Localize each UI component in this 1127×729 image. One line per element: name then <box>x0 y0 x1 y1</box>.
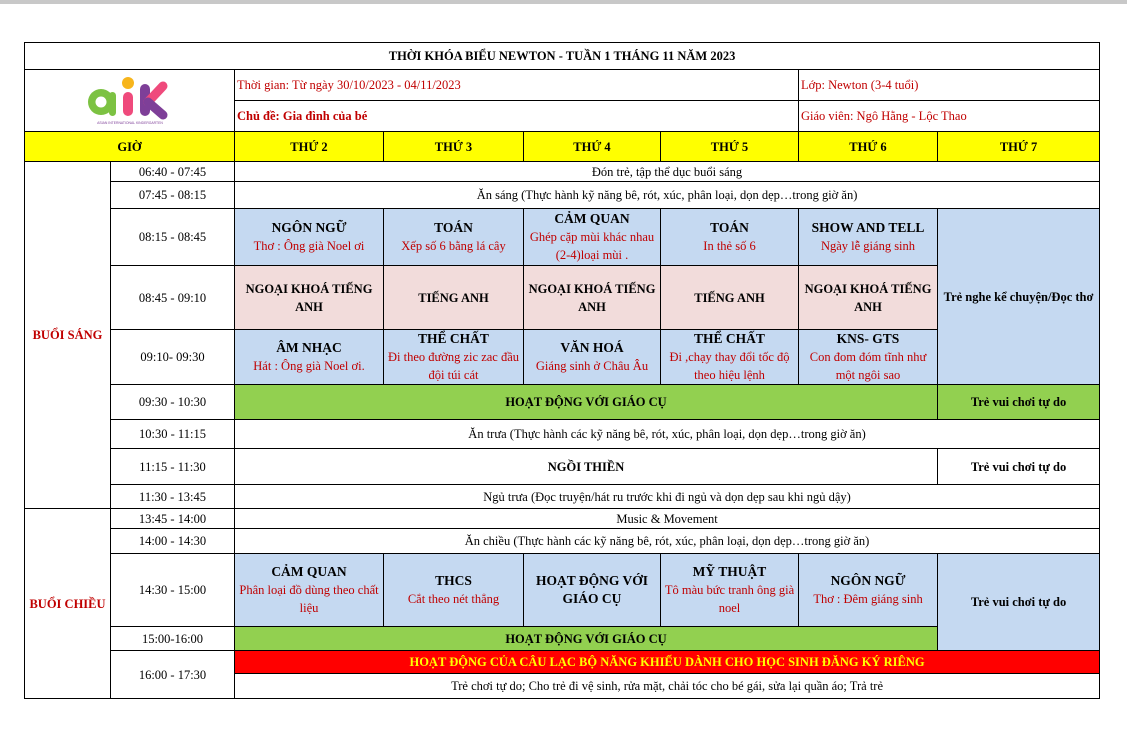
header-tuesday: THỨ 3 <box>384 132 524 162</box>
header-monday: THỨ 2 <box>235 132 384 162</box>
activity-title: KNS- GTS <box>836 331 900 346</box>
activity-title: THỂ CHẤT <box>418 331 489 346</box>
activity-desc: Ngày lễ giáng sinh <box>820 239 916 253</box>
saturday-free-play: Trẻ vui chơi tự do <box>938 449 1100 485</box>
activity-desc: Đi theo đường zic zac đầu đội túi cát <box>387 350 520 382</box>
activity-english: NGOẠI KHOÁ TIẾNG ANH <box>524 266 661 330</box>
activity-desc: Hát : Ông già Noel ơi. <box>253 359 365 373</box>
activity-montessori: HOẠT ĐỘNG VỚI GIÁO CỤ <box>235 385 938 420</box>
time-slot: 06:40 - 07:45 <box>111 162 235 182</box>
logo-subtitle: ASIAN INTERNATIONAL KINDERGARTEN <box>96 120 163 125</box>
activity-desc: Xếp số 6 bằng lá cây <box>401 239 506 253</box>
activity-title: CẢM QUAN <box>554 211 630 226</box>
activity-desc: Con đom đóm tĩnh như một ngôi sao <box>809 350 927 382</box>
activity-desc: In thẻ số 6 <box>703 239 756 253</box>
activity-english: TIẾNG ANH <box>661 266 799 330</box>
time-slot: 16:00 - 17:30 <box>111 651 235 699</box>
time-slot: 11:15 - 11:30 <box>111 449 235 485</box>
activity-welcome: Đón trẻ, tập thể dục buổi sáng <box>235 162 1100 182</box>
activity-meditation: NGỒI THIỀN <box>235 449 938 485</box>
activity-title: NGÔN NGỮ <box>830 573 906 588</box>
activity-pickup: Trẻ chơi tự do; Cho trẻ đi vệ sinh, rửa mặt, chải tóc cho bé gái, sửa lại quần áo; Trả trẻ <box>235 674 1100 699</box>
activity-title: THỂ CHẤT <box>694 331 765 346</box>
activity-cell <box>235 330 384 385</box>
activity-cell <box>384 330 524 385</box>
header-friday: THỨ 6 <box>799 132 938 162</box>
activity-title: THCS <box>435 573 472 588</box>
activity-music-movement: Music & Movement <box>235 509 1100 529</box>
logo-icon <box>87 72 173 130</box>
school-logo <box>27 72 232 130</box>
time-slot: 14:00 - 14:30 <box>111 529 235 554</box>
activity-cell <box>235 554 384 627</box>
activity-cell <box>235 209 384 266</box>
activity-cell <box>799 209 938 266</box>
activity-title: SHOW AND TELL <box>811 220 925 235</box>
time-slot: 09:10- 09:30 <box>111 330 235 385</box>
header-wednesday: THỨ 4 <box>524 132 661 162</box>
activity-title: CẢM QUAN <box>271 564 347 579</box>
activity-title: NGÔN NGỮ <box>271 220 347 235</box>
time-slot: 11:30 - 13:45 <box>111 485 235 509</box>
activity-title: HOẠT ĐỘNG VỚI GIÁO CỤ <box>535 573 649 606</box>
info-time: Thời gian: Từ ngày 30/10/2023 - 04/11/2023 <box>235 70 799 101</box>
time-slot: 14:30 - 15:00 <box>111 554 235 627</box>
activity-english: TIẾNG ANH <box>384 266 524 330</box>
activity-title: VĂN HOÁ <box>560 340 624 355</box>
top-bar <box>0 0 1127 4</box>
saturday-storytime: Trẻ nghe kể chuyện/Đọc thơ <box>938 209 1100 385</box>
activity-cell <box>799 554 938 627</box>
activity-desc: Phân loại đồ dùng theo chất liệu <box>239 583 379 615</box>
time-slot: 09:30 - 10:30 <box>111 385 235 420</box>
info-teacher: Giáo viên: Ngô Hằng - Lộc Thao <box>799 101 1100 132</box>
activity-montessori: HOẠT ĐỘNG VỚI GIÁO CỤ <box>235 627 938 651</box>
activity-lunch: Ăn trưa (Thực hành các kỹ năng bê, rót, xúc, phân loại, dọn dẹp…trong giờ ăn) <box>235 420 1100 449</box>
activity-english: NGOẠI KHOÁ TIẾNG ANH <box>799 266 938 330</box>
info-topic: Chủ đề: Gia đình của bé <box>235 101 799 132</box>
activity-cell <box>524 330 661 385</box>
logo-cell <box>25 70 235 132</box>
session-afternoon: BUỔI CHIỀU <box>25 509 111 699</box>
time-slot: 08:45 - 09:10 <box>111 266 235 330</box>
activity-desc: Tô màu bức tranh ông già noel <box>664 583 795 615</box>
timetable <box>24 42 1100 699</box>
timetable-title: THỜI KHÓA BIỂU NEWTON - TUẦN 1 THÁNG 11 NĂM 2023 <box>25 43 1100 70</box>
saturday-free-play: Trẻ vui chơi tự do <box>938 385 1100 420</box>
activity-cell <box>384 554 524 627</box>
saturday-free-play: Trẻ vui chơi tự do <box>938 554 1100 651</box>
activity-cell <box>799 330 938 385</box>
activity-cell <box>661 330 799 385</box>
activity-nap: Ngủ trưa (Đọc truyện/hát ru trước khi đi ngủ và dọn dẹp sau khi ngủ dậy) <box>235 485 1100 509</box>
header-thursday: THỨ 5 <box>661 132 799 162</box>
header-saturday: THỨ 7 <box>938 132 1100 162</box>
activity-cell <box>661 554 799 627</box>
info-class: Lớp: Newton (3-4 tuổi) <box>799 70 1100 101</box>
time-slot: 13:45 - 14:00 <box>111 509 235 529</box>
session-morning: BUỔI SÁNG <box>25 162 111 509</box>
activity-desc: Ghép cặp mùi khác nhau (2-4)loại mùi . <box>529 230 655 262</box>
activity-title: ÂM NHẠC <box>276 340 342 355</box>
activity-desc: Thơ : Ông già Noel ơi <box>253 239 365 253</box>
activity-desc: Giáng sinh ở Châu Âu <box>535 359 649 373</box>
activity-english: NGOẠI KHOÁ TIẾNG ANH <box>235 266 384 330</box>
activity-cell <box>384 209 524 266</box>
header-time: GIỜ <box>25 132 235 162</box>
activity-cell <box>524 554 661 627</box>
activity-cell <box>524 209 661 266</box>
activity-title: TOÁN <box>710 220 749 235</box>
activity-cell <box>661 209 799 266</box>
activity-desc: Đi ,chạy thay đổi tốc độ theo hiệu lệnh <box>669 350 790 382</box>
time-slot: 15:00-16:00 <box>111 627 235 651</box>
activity-title: MỸ THUẬT <box>692 564 767 579</box>
activity-title: TOÁN <box>434 220 473 235</box>
time-slot: 07:45 - 08:15 <box>111 182 235 209</box>
time-slot: 10:30 - 11:15 <box>111 420 235 449</box>
activity-snack: Ăn chiều (Thực hành các kỹ năng bê, rót, xúc, phân loại, dọn dẹp…trong giờ ăn) <box>235 529 1100 554</box>
activity-desc: Thơ : Đêm giáng sinh <box>813 592 923 606</box>
activity-talent-club: HOẠT ĐỘNG CỦA CÂU LẠC BỘ NĂNG KHIẾU DÀNH CHO HỌC SINH ĐĂNG KÝ RIÊNG <box>235 651 1100 674</box>
activity-desc: Cắt theo nét thẳng <box>407 592 500 606</box>
activity-breakfast: Ăn sáng (Thực hành kỹ năng bê, rót, xúc, phân loại, dọn dẹp…trong giờ ăn) <box>235 182 1100 209</box>
time-slot: 08:15 - 08:45 <box>111 209 235 266</box>
